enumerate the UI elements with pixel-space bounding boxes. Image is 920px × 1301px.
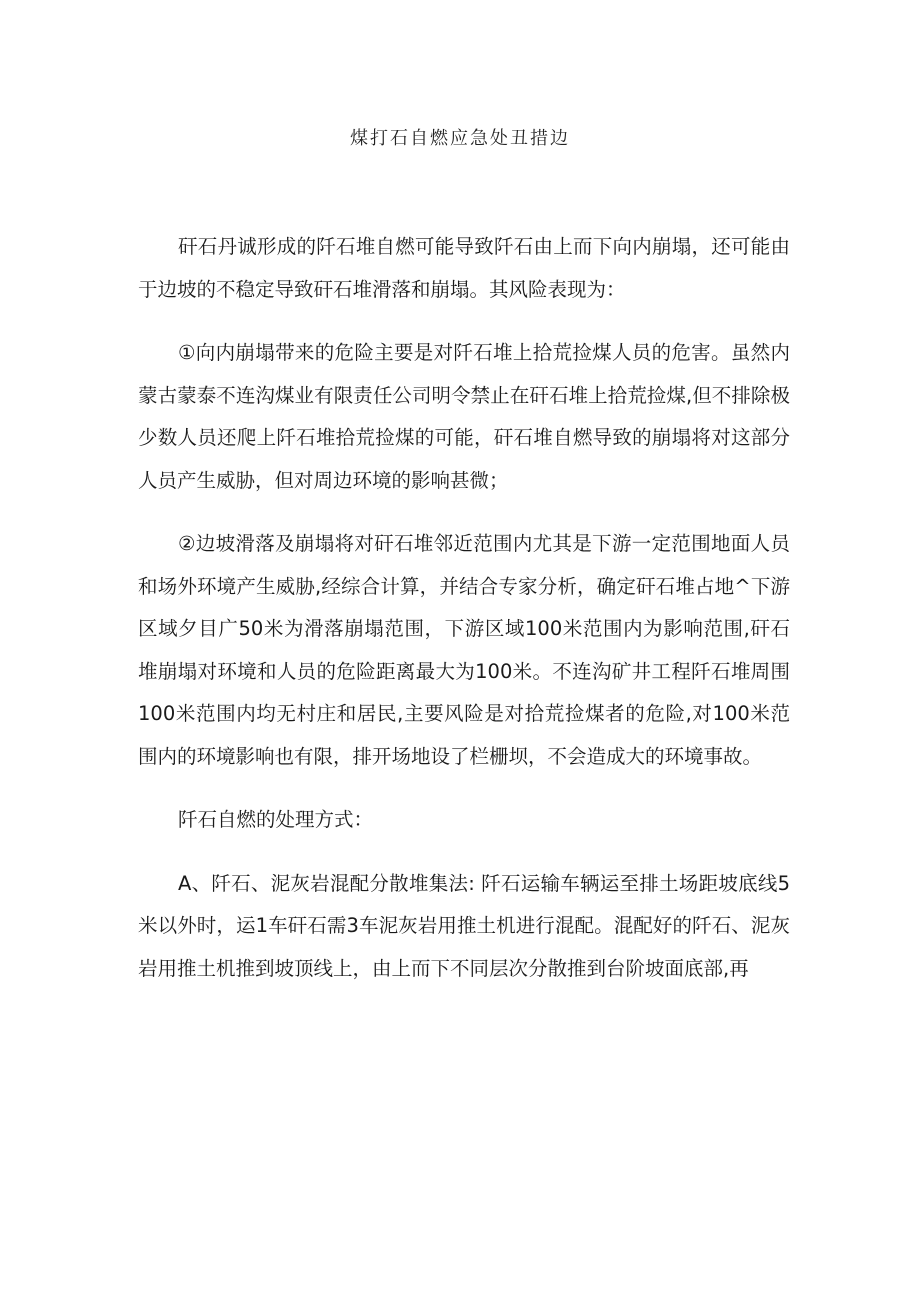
document-body (138, 226, 790, 1011)
paragraph-risk-intro: 矸石丹诚形成的阡石堆自燃可能导致阡石由上而下向内崩塌，还可能由于边坡的不稳定导致矸石堆滑落和崩塌。其风险表现为： (138, 235, 790, 301)
paragraph-slope-slide: ②边坡滑落及崩塌将对矸石堆邻近范围内尤其是下游一定范围地面人员和场外环境产生威胁,经综合计算，并结合专家分析，确定矸石堆占地^下游区域夕目广50米为滑落崩塌范围，下游区域100米范围内为影响范围,矸石堆崩塌对环境和人员的危险距离最大为100米。不连沟矿井工程阡石堆周围100米范围内均无村庄和居民,主要风险是对拾荒捡煤者的危险,对100米范围内的环境影响也有限，排开场地设了栏栅坝，不会造成大的环境事故。 (138, 532, 790, 768)
paragraph-inward-collapse: ①向内崩塌带来的危险主要是对阡石堆上拾荒捡煤人员的危害。虽然内蒙古蒙泰不连沟煤业有限责任公司明令禁止在矸石堆上拾荒捡煤,但不排除极少数人员还爬上阡石堆拾荒捡煤的可能，矸石堆自燃导致的崩塌将对这部分人员产生威胁，但对周边环境的影响甚微； (138, 341, 790, 492)
document-title: 煤打石自燃应急处丑措边 (350, 128, 570, 149)
paragraph-method-a: A、阡石、泥灰岩混配分散堆集法: 阡石运输车辆运至排土场距坡底线5米以外时，运1车矸石需3车泥灰岩用推土机进行混配。混配好的阡石、泥灰岩用推土机推到坡顶线上，由上而下不同层次分散推到台阶坡面底部,再 (138, 871, 790, 980)
paragraph-treatment-heading: 阡石自燃的处理方式： (178, 808, 374, 831)
